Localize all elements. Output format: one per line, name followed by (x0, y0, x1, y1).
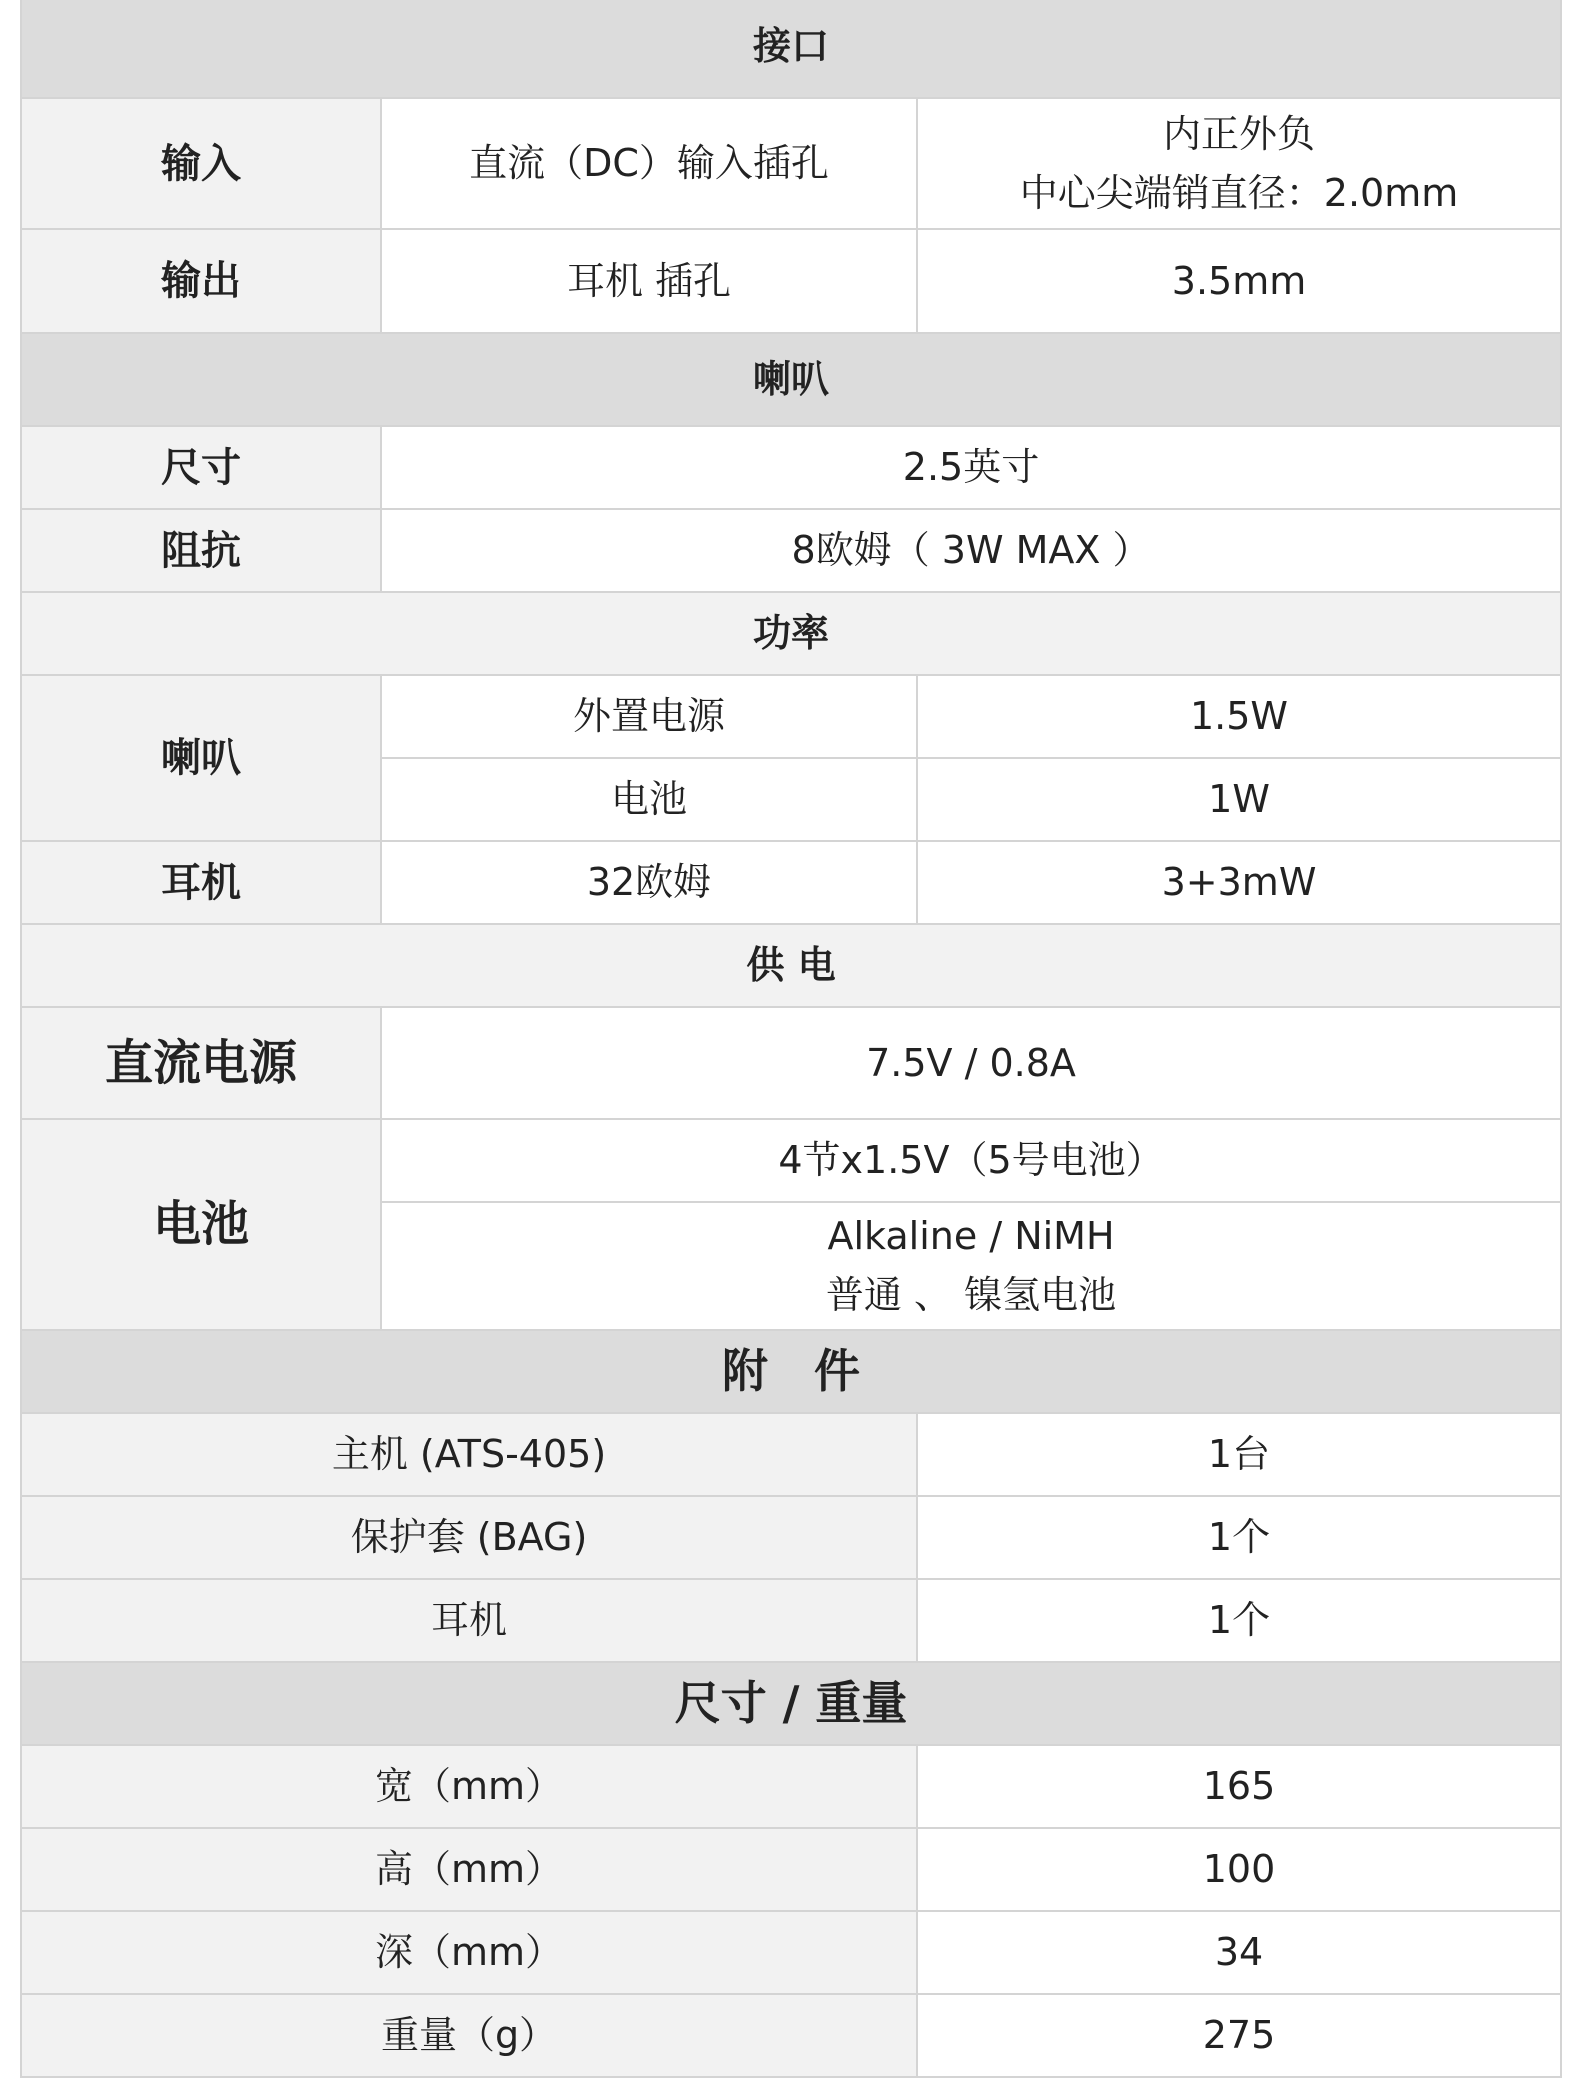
section-interface: 接口 (21, 0, 1561, 98)
table-row (21, 1496, 1561, 1579)
table-row (21, 1119, 1561, 1202)
section-supply: 供 电 (21, 924, 1561, 1007)
output-type: 耳机 插孔 (381, 229, 917, 333)
section-row (21, 1662, 1561, 1745)
table-row (21, 1413, 1561, 1496)
output-label: 输出 (21, 229, 381, 333)
power-speaker-label: 喇叭 (21, 675, 381, 841)
table-row (21, 229, 1561, 333)
section-power: 功率 (21, 592, 1561, 675)
accessory-item: 保护套 (BAG) (21, 1496, 917, 1579)
section-row (21, 592, 1561, 675)
battery-count: 4节x1.5V（5号电池） (381, 1119, 1561, 1202)
power-headphone-impedance: 32欧姆 (381, 841, 917, 924)
power-battery-source: 电池 (381, 758, 917, 841)
impedance-value: 8欧姆（ 3W MAX ） (381, 509, 1561, 592)
dimension-label: 宽（mm） (21, 1745, 917, 1828)
battery-supply-label: 电池 (21, 1119, 381, 1330)
dimension-value: 275 (917, 1994, 1561, 2077)
section-speaker: 喇叭 (21, 333, 1561, 426)
table-row (21, 1579, 1561, 1662)
power-headphone-label: 耳机 (21, 841, 381, 924)
impedance-label: 阻抗 (21, 509, 381, 592)
section-size-weight: 尺寸 / 重量 (21, 1662, 1561, 1745)
table-row (21, 1994, 1561, 2077)
dimension-label: 重量（g） (21, 1994, 917, 2077)
accessory-qty: 1个 (917, 1496, 1561, 1579)
table-row (21, 841, 1561, 924)
battery-types (381, 1202, 1561, 1330)
speaker-size-value: 2.5英寸 (381, 426, 1561, 509)
section-row (21, 924, 1561, 1007)
dimension-label: 深（mm） (21, 1911, 917, 1994)
speaker-size-label: 尺寸 (21, 426, 381, 509)
table-row (21, 1007, 1561, 1119)
input-type: 直流（DC）输入插孔 (381, 98, 917, 229)
table-row (21, 675, 1561, 758)
dc-supply-label: 直流电源 (21, 1007, 381, 1119)
battery-type-line: 普通 、 镍氢电池 (825, 1273, 1117, 1317)
section-row (21, 0, 1561, 98)
table-row (21, 1745, 1561, 1828)
table-row (21, 98, 1561, 229)
spec-table (20, 0, 1562, 2078)
table-row (21, 509, 1561, 592)
accessory-qty: 1台 (917, 1413, 1561, 1496)
power-external-source: 外置电源 (381, 675, 917, 758)
accessory-qty: 1个 (917, 1579, 1561, 1662)
section-row (21, 1330, 1561, 1413)
dimension-label: 高（mm） (21, 1828, 917, 1911)
power-headphone-value: 3+3mW (917, 841, 1561, 924)
input-spec-line: 内正外负 (1163, 111, 1316, 156)
table-row (21, 1828, 1561, 1911)
output-spec: 3.5mm (917, 229, 1561, 333)
table-row (21, 426, 1561, 509)
accessory-item: 主机 (ATS-405) (21, 1413, 917, 1496)
dimension-value: 165 (917, 1745, 1561, 1828)
accessory-item: 耳机 (21, 1579, 917, 1662)
power-external-value: 1.5W (917, 675, 1561, 758)
input-label: 输入 (21, 98, 381, 229)
input-spec-line: 中心尖端销直径：2.0mm (1019, 170, 1459, 215)
dimension-value: 100 (917, 1828, 1561, 1911)
dc-supply-value: 7.5V / 0.8A (381, 1007, 1561, 1119)
dimension-value: 34 (917, 1911, 1561, 1994)
power-battery-value: 1W (917, 758, 1561, 841)
section-row (21, 333, 1561, 426)
input-spec (917, 98, 1561, 229)
table-row (21, 1911, 1561, 1994)
section-accessories: 附 件 (21, 1330, 1561, 1413)
battery-type-line: Alkaline / NiMH (827, 1214, 1115, 1259)
